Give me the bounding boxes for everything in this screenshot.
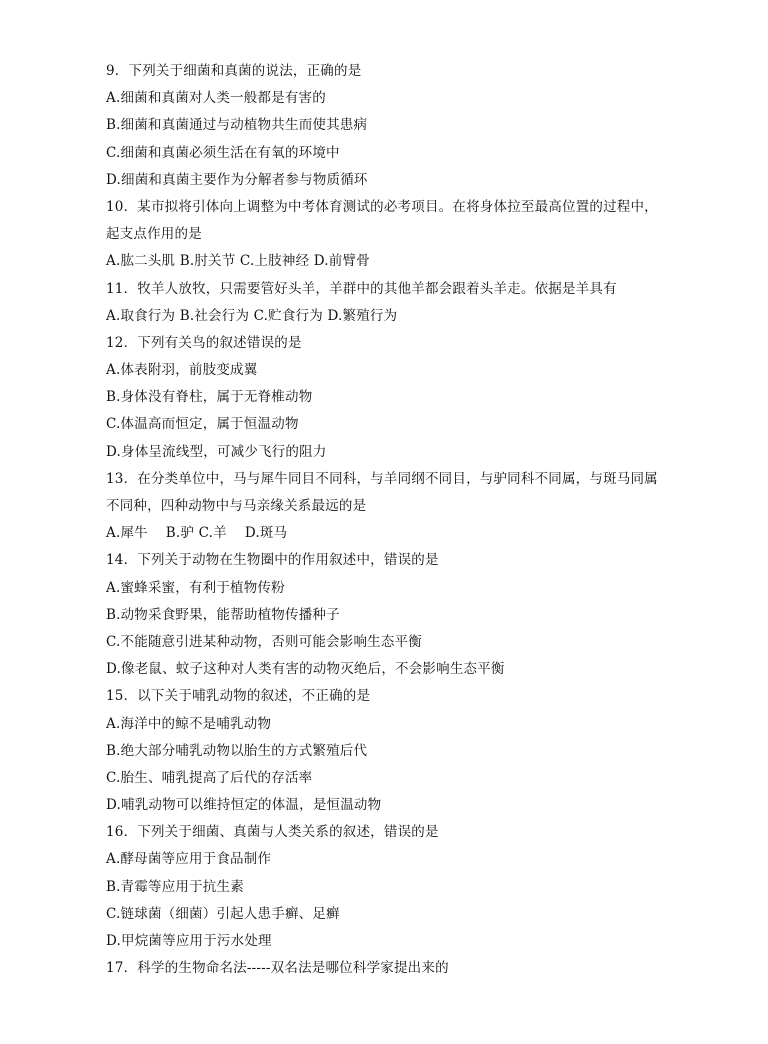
question-13-options: A.犀牛 B.驴 C.羊 D.斑马	[106, 525, 288, 542]
question-12-option-c: C.体温高而恒定，属于恒温动物	[106, 416, 299, 433]
question-14-option-b: B.动物采食野果，能帮助植物传播种子	[106, 606, 340, 623]
question-16-option-c: C.链球菌（细菌）引起人患手癣、足癣	[106, 905, 340, 922]
question-10-stem: 10．某市拟将引体向上调整为中考体育测试的必考项目。在将身体拉至最高位置的过程中，	[106, 198, 658, 215]
question-9-stem: 9．下列关于细菌和真菌的说法，正确的是	[106, 63, 362, 79]
document-page	[106, 58, 686, 982]
question-12-option-a: A.体表附羽，前肢变成翼	[106, 362, 258, 379]
question-15-stem: 15．以下关于哺乳动物的叙述，不正确的是	[106, 688, 371, 705]
question-12-option-b: B.身体没有脊柱，属于无脊椎动物	[106, 389, 313, 406]
question-13-stem-continued: 不同种，四种动物中与马亲缘关系最远的是	[106, 498, 367, 514]
question-12-option-d: D.身体呈流线型，可减少飞行的阻力	[106, 443, 327, 460]
question-9-option-b: B.细菌和真菌通过与动植物共生而使其患病	[106, 117, 368, 134]
question-15-option-a: A.海洋中的鲸不是哺乳动物	[106, 715, 272, 732]
question-9-option-d: D.细菌和真菌主要作为分解者参与物质循环	[106, 171, 368, 188]
question-14-option-d: D.像老鼠、蚊子这种对人类有害的动物灭绝后，不会影响生态平衡	[106, 661, 505, 678]
question-9-option-c: C.细菌和真菌必须生活在有氧的环境中	[106, 144, 340, 161]
question-17-stem: 17．科学的生物命名法-----双名法是哪位科学家提出来的	[106, 960, 449, 977]
question-9-option-a: A.细菌和真菌对人类一般都是有害的	[106, 90, 326, 107]
question-11-stem: 11．牧羊人放牧，只需要管好头羊，羊群中的其他羊都会跟着头羊走。依据是羊具有	[106, 280, 617, 297]
question-16-option-b: B.青霉等应用于抗生素	[106, 878, 244, 895]
question-16-option-d: D.甲烷菌等应用于污水处理	[106, 933, 272, 949]
question-15-option-c: C.胎生、哺乳提高了后代的存活率	[106, 769, 313, 786]
question-10-stem-continued: 起支点作用的是	[106, 226, 202, 243]
question-15-option-b: B.绝大部分哺乳动物以胎生的方式繁殖后代	[106, 742, 368, 759]
question-14-stem: 14．下列关于动物在生物圈中的作用叙述中，错误的是	[106, 552, 439, 569]
question-12-stem: 12．下列有关鸟的叙述错误的是	[106, 334, 302, 351]
question-16-option-a: A.酵母菌等应用于食品制作	[106, 851, 272, 868]
question-10-options: A.肱二头肌 B.肘关节 C.上肢神经 D.前臂骨	[106, 253, 370, 270]
question-16-stem: 16．下列关于细菌、真菌与人类关系的叙述，错误的是	[106, 824, 439, 841]
question-14-option-a: A.蜜蜂采蜜，有利于植物传粉	[106, 579, 285, 596]
question-14-option-c: C.不能随意引进某种动物，否则可能会影响生态平衡	[106, 633, 422, 650]
question-15-option-d: D.哺乳动物可以维持恒定的体温，是恒温动物	[106, 797, 382, 814]
question-13-stem: 13．在分类单位中，马与犀牛同目不同科，与羊同纲不同目，与驴同科不同属，与斑马同属	[106, 470, 658, 487]
question-11-options: A.取食行为 B.社会行为 C.贮食行为 D.繁殖行为	[106, 307, 398, 324]
